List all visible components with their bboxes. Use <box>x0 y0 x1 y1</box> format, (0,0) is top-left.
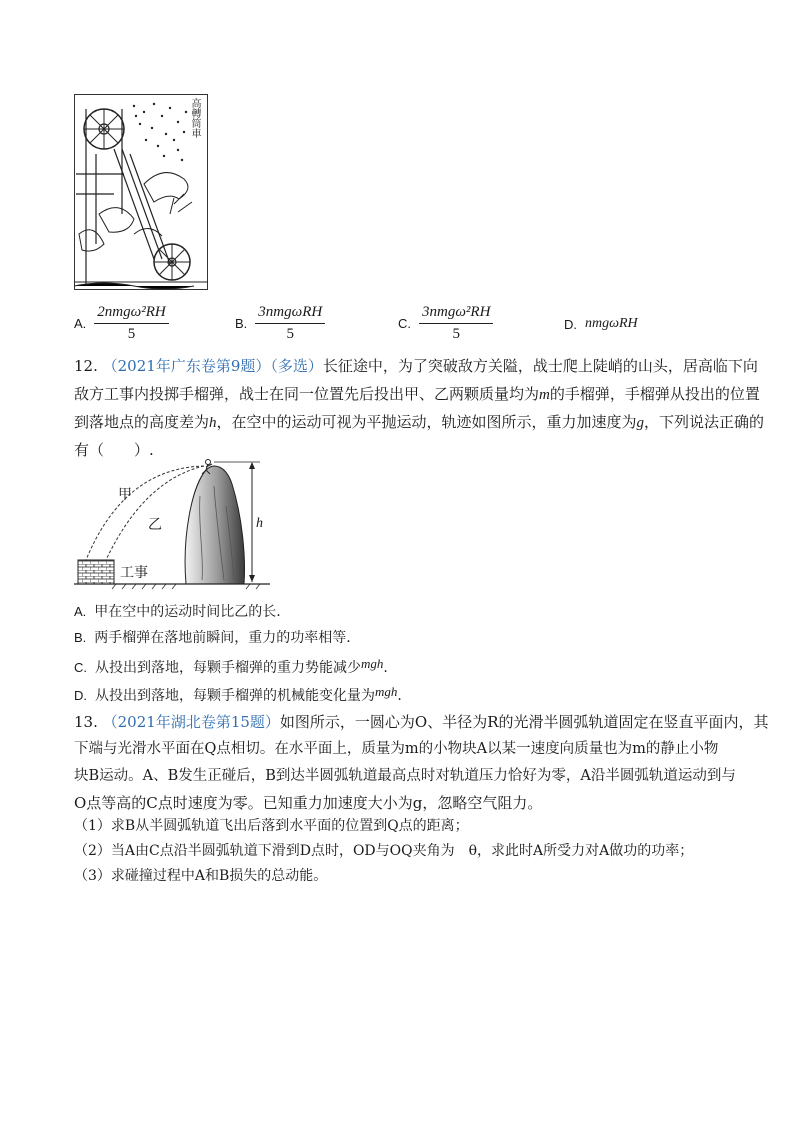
option-end: . <box>397 688 402 704</box>
var-m: m <box>539 387 550 403</box>
q13-sub-question-2: （2）当A由C点沿半圆弧轨道下滑到D点时，OD与OQ夹角为 θ，求此时A所受力对A做功的功率； <box>74 843 694 859</box>
question-text: 到落地点的高度差为 <box>74 413 210 431</box>
q12-trajectory-figure <box>74 456 274 590</box>
option-letter: D. <box>74 688 87 703</box>
option-fraction <box>255 304 325 343</box>
option-letter: A. <box>74 316 87 331</box>
option-fraction <box>94 304 168 343</box>
q13-sub-question-1: （1）求B从半圆弧轨道飞出后落到水平面的位置到Q点的距离； <box>74 818 469 834</box>
option-letter: C. <box>398 316 411 331</box>
question-tag: （多选） <box>270 357 323 375</box>
label-jia: 甲 <box>118 487 132 503</box>
var-h: h <box>209 415 217 431</box>
q11-option-a[interactable] <box>74 304 169 343</box>
q13-line-2 <box>74 738 718 760</box>
question-text: 如图所示，一圆心为O、半径为R的光滑半圆弧轨道固定在竖直平面内，其 <box>279 713 769 731</box>
question-text: 的手榴弹，手榴弹从投出的位置 <box>549 385 760 403</box>
q13-sub-question-3: （3）求碰撞过程中A和B损失的总动能。 <box>74 868 328 884</box>
fraction-numerator: 2nmgω²RH <box>94 304 168 324</box>
q12-line-3 <box>74 411 764 434</box>
fraction-numerator: 3nmgωRH <box>255 304 325 324</box>
option-fraction <box>419 304 493 343</box>
q12-line-1 <box>74 355 758 377</box>
option-text: 从投出到落地，每颗手榴弹的重力势能减少 <box>95 660 361 676</box>
q13-line-1 <box>74 711 769 733</box>
label-h: h <box>256 516 263 531</box>
label-yi: 乙 <box>148 517 162 533</box>
q12-option-b[interactable] <box>74 627 351 649</box>
q11-option-c[interactable] <box>398 304 493 343</box>
fraction-denominator: 5 <box>452 326 460 342</box>
question-text: ，在空中的运动可视为平抛运动，轨迹如图所示，重力加速度为 <box>216 413 637 431</box>
question-text: ，下列说法正确的 <box>644 413 765 431</box>
option-formula: nmgωRH <box>585 316 638 331</box>
question-text: 有（ ）. <box>74 441 154 459</box>
question-text: 敌方工事内投掷手榴弹，战士在同一位置先后投出甲、乙两颗质量均为 <box>74 385 540 403</box>
question-text: 块B运动。A、B发生正碰后，B到达半圆弧轨道最高点时对轨道压力恰好为零，A沿半圆弧轨道运动到与 <box>74 768 736 784</box>
option-formula: mgh <box>375 684 398 699</box>
q12-option-a[interactable] <box>74 601 281 623</box>
var-g: g <box>636 415 645 431</box>
option-formula: mgh <box>361 656 384 671</box>
question-source: （2021年湖北卷第15题） <box>102 713 280 731</box>
option-text: 两手榴弹在落地前瞬间，重力的功率相等. <box>94 630 351 646</box>
q13-line-3 <box>74 765 736 787</box>
question-text: 长征途中，为了突破敌方关隘，战士爬上陡峭的山头，居高临下向 <box>322 357 758 375</box>
question-text: 下端与光滑水平面在Q点相切。在水平面上，质量为m的小物块A以某一速度向质量也为m的静止小物 <box>74 741 719 757</box>
q11-option-d[interactable] <box>564 316 638 332</box>
q12-option-c[interactable] <box>74 653 388 679</box>
q13-line-4 <box>74 792 542 814</box>
option-letter: B. <box>74 630 87 645</box>
q12-option-d[interactable] <box>74 681 402 707</box>
option-end: . <box>383 660 388 676</box>
label-gongshi: 工事 <box>120 565 148 581</box>
trajectory-diagram <box>74 456 274 590</box>
water-wheel-figure <box>74 94 208 290</box>
option-text: 从投出到落地，每颗手榴弹的机械能变化量为 <box>95 688 375 704</box>
question-number: 13. <box>74 713 98 731</box>
figure-side-caption: 高轉筒車 <box>189 98 200 138</box>
option-letter: C. <box>74 660 87 675</box>
option-letter: B. <box>235 316 248 331</box>
q12-line-2 <box>74 383 760 406</box>
option-letter: A. <box>74 604 87 619</box>
fraction-denominator: 5 <box>286 326 294 342</box>
question-source: （2021年广东卷第9题） <box>102 357 271 375</box>
question-number: 12. <box>74 357 98 375</box>
question-text: O点等高的C点时速度为零。已知重力加速度大小为g，忽略空气阻力。 <box>74 794 543 812</box>
fraction-numerator: 3nmgω²RH <box>419 304 493 324</box>
fraction-denominator: 5 <box>127 326 136 342</box>
option-text: 甲在空中的运动时间比乙的长. <box>94 604 281 620</box>
q11-option-b[interactable] <box>235 304 325 343</box>
option-letter: D. <box>564 316 577 332</box>
